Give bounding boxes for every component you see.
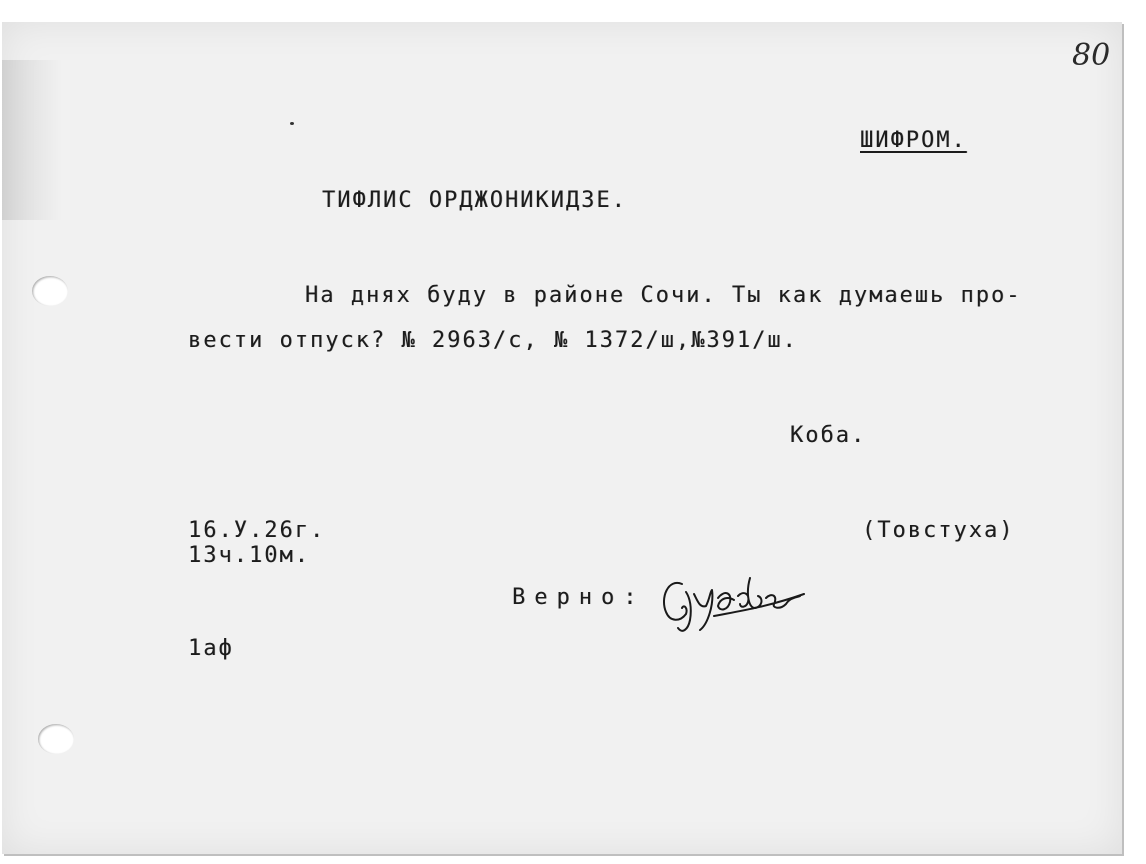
- signature-name: Коба.: [790, 423, 867, 448]
- verification-label: Верно:: [512, 585, 646, 610]
- ink-speck: [290, 122, 294, 125]
- body-line: вести отпуск? № 2963/с, № 1372/ш,№391/ш.: [188, 328, 798, 353]
- date: 16.У.26г.: [188, 518, 326, 543]
- addressee: ТИФЛИС ОРДЖОНИКИДЗЕ.: [322, 188, 627, 213]
- punch-hole-top: [32, 276, 68, 306]
- page-number: 80: [1072, 38, 1111, 73]
- cipher-marking: ШИФРОМ.: [860, 128, 967, 153]
- paper-shadow: [2, 60, 62, 220]
- sender-name: (Товстуха): [862, 518, 1015, 543]
- punch-hole-bottom: [38, 724, 74, 754]
- body-line: На днях буду в районе Сочи. Ты как думаешь про-: [305, 283, 1022, 308]
- handwritten-signature: [654, 568, 814, 638]
- copy-code: 1аф: [188, 636, 234, 661]
- time: 13ч.10м.: [188, 543, 310, 568]
